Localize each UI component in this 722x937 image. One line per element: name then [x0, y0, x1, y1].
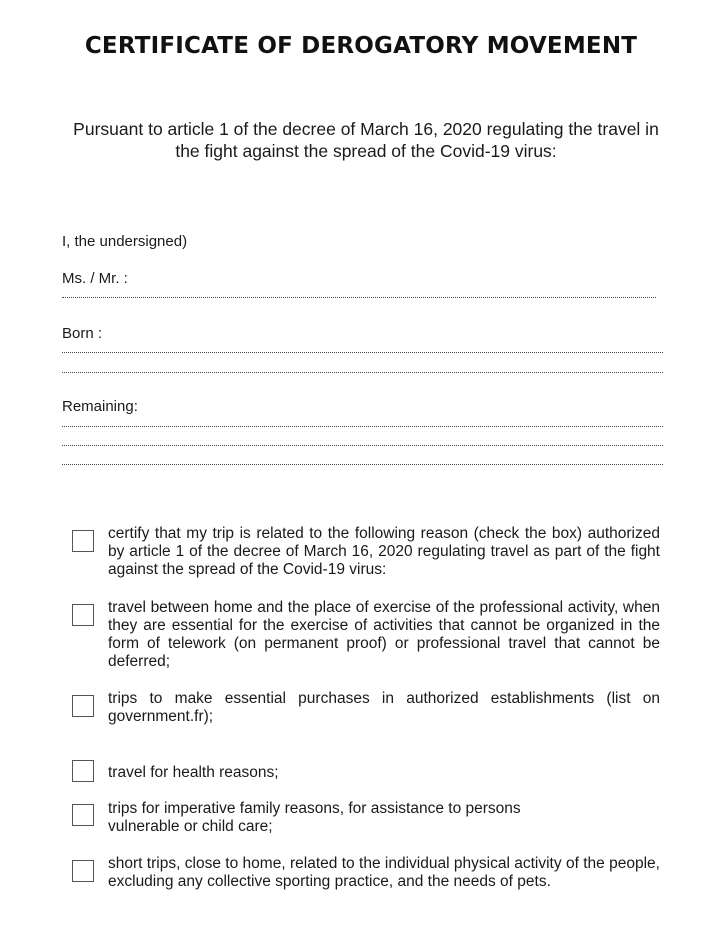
name-field[interactable]: [62, 297, 656, 298]
born-field-line-1[interactable]: [62, 352, 663, 353]
born-field-line-2[interactable]: [62, 372, 663, 373]
professional-travel-checkbox[interactable]: [72, 604, 94, 626]
remaining-field-line-3[interactable]: [62, 464, 663, 465]
health-checkbox[interactable]: [72, 760, 94, 782]
remaining-field-line-2[interactable]: [62, 445, 663, 446]
born-label: Born :: [62, 325, 103, 342]
family-checkbox[interactable]: [72, 804, 94, 826]
purchases-text: trips to make essential purchases in authorized establishments (list on government.fr);: [108, 690, 660, 725]
physical-activity-text: short trips, close to home, related to the individual physical activity of the people, excluding any collective sporting practice, and the needs of pets.: [108, 855, 660, 890]
page-title: CERTIFICATE OF DEROGATORY MOVEMENT: [84, 33, 638, 59]
undersigned-label: I, the undersigned): [62, 233, 188, 250]
family-text: trips for imperative family reasons, for assistance to persons vulnerable or child care;: [108, 800, 521, 835]
remaining-field-line-1[interactable]: [62, 426, 663, 427]
certify-text: certify that my trip is related to the following reason (check the box) authorized by article 1 of the decree of March 16, 2020 regulating travel as part of the fight against the spread of the Covid-19 virus:: [108, 525, 660, 578]
name-label: Ms. / Mr. :: [62, 270, 128, 287]
health-text: travel for health reasons;: [108, 764, 279, 781]
decree-intro: Pursuant to article 1 of the decree of March 16, 2020 regulating the travel in the fight against the spread of the Covid-19 virus:: [73, 119, 659, 161]
professional-travel-text: travel between home and the place of exercise of the professional activity, when they are essential for the exercise of activities that cannot be organized in the form of telework (on permanent proof) or professional travel that cannot be deferred;: [108, 599, 660, 670]
certify-checkbox[interactable]: [72, 530, 94, 552]
purchases-checkbox[interactable]: [72, 695, 94, 717]
remaining-label: Remaining:: [62, 398, 138, 415]
physical-activity-checkbox[interactable]: [72, 860, 94, 882]
